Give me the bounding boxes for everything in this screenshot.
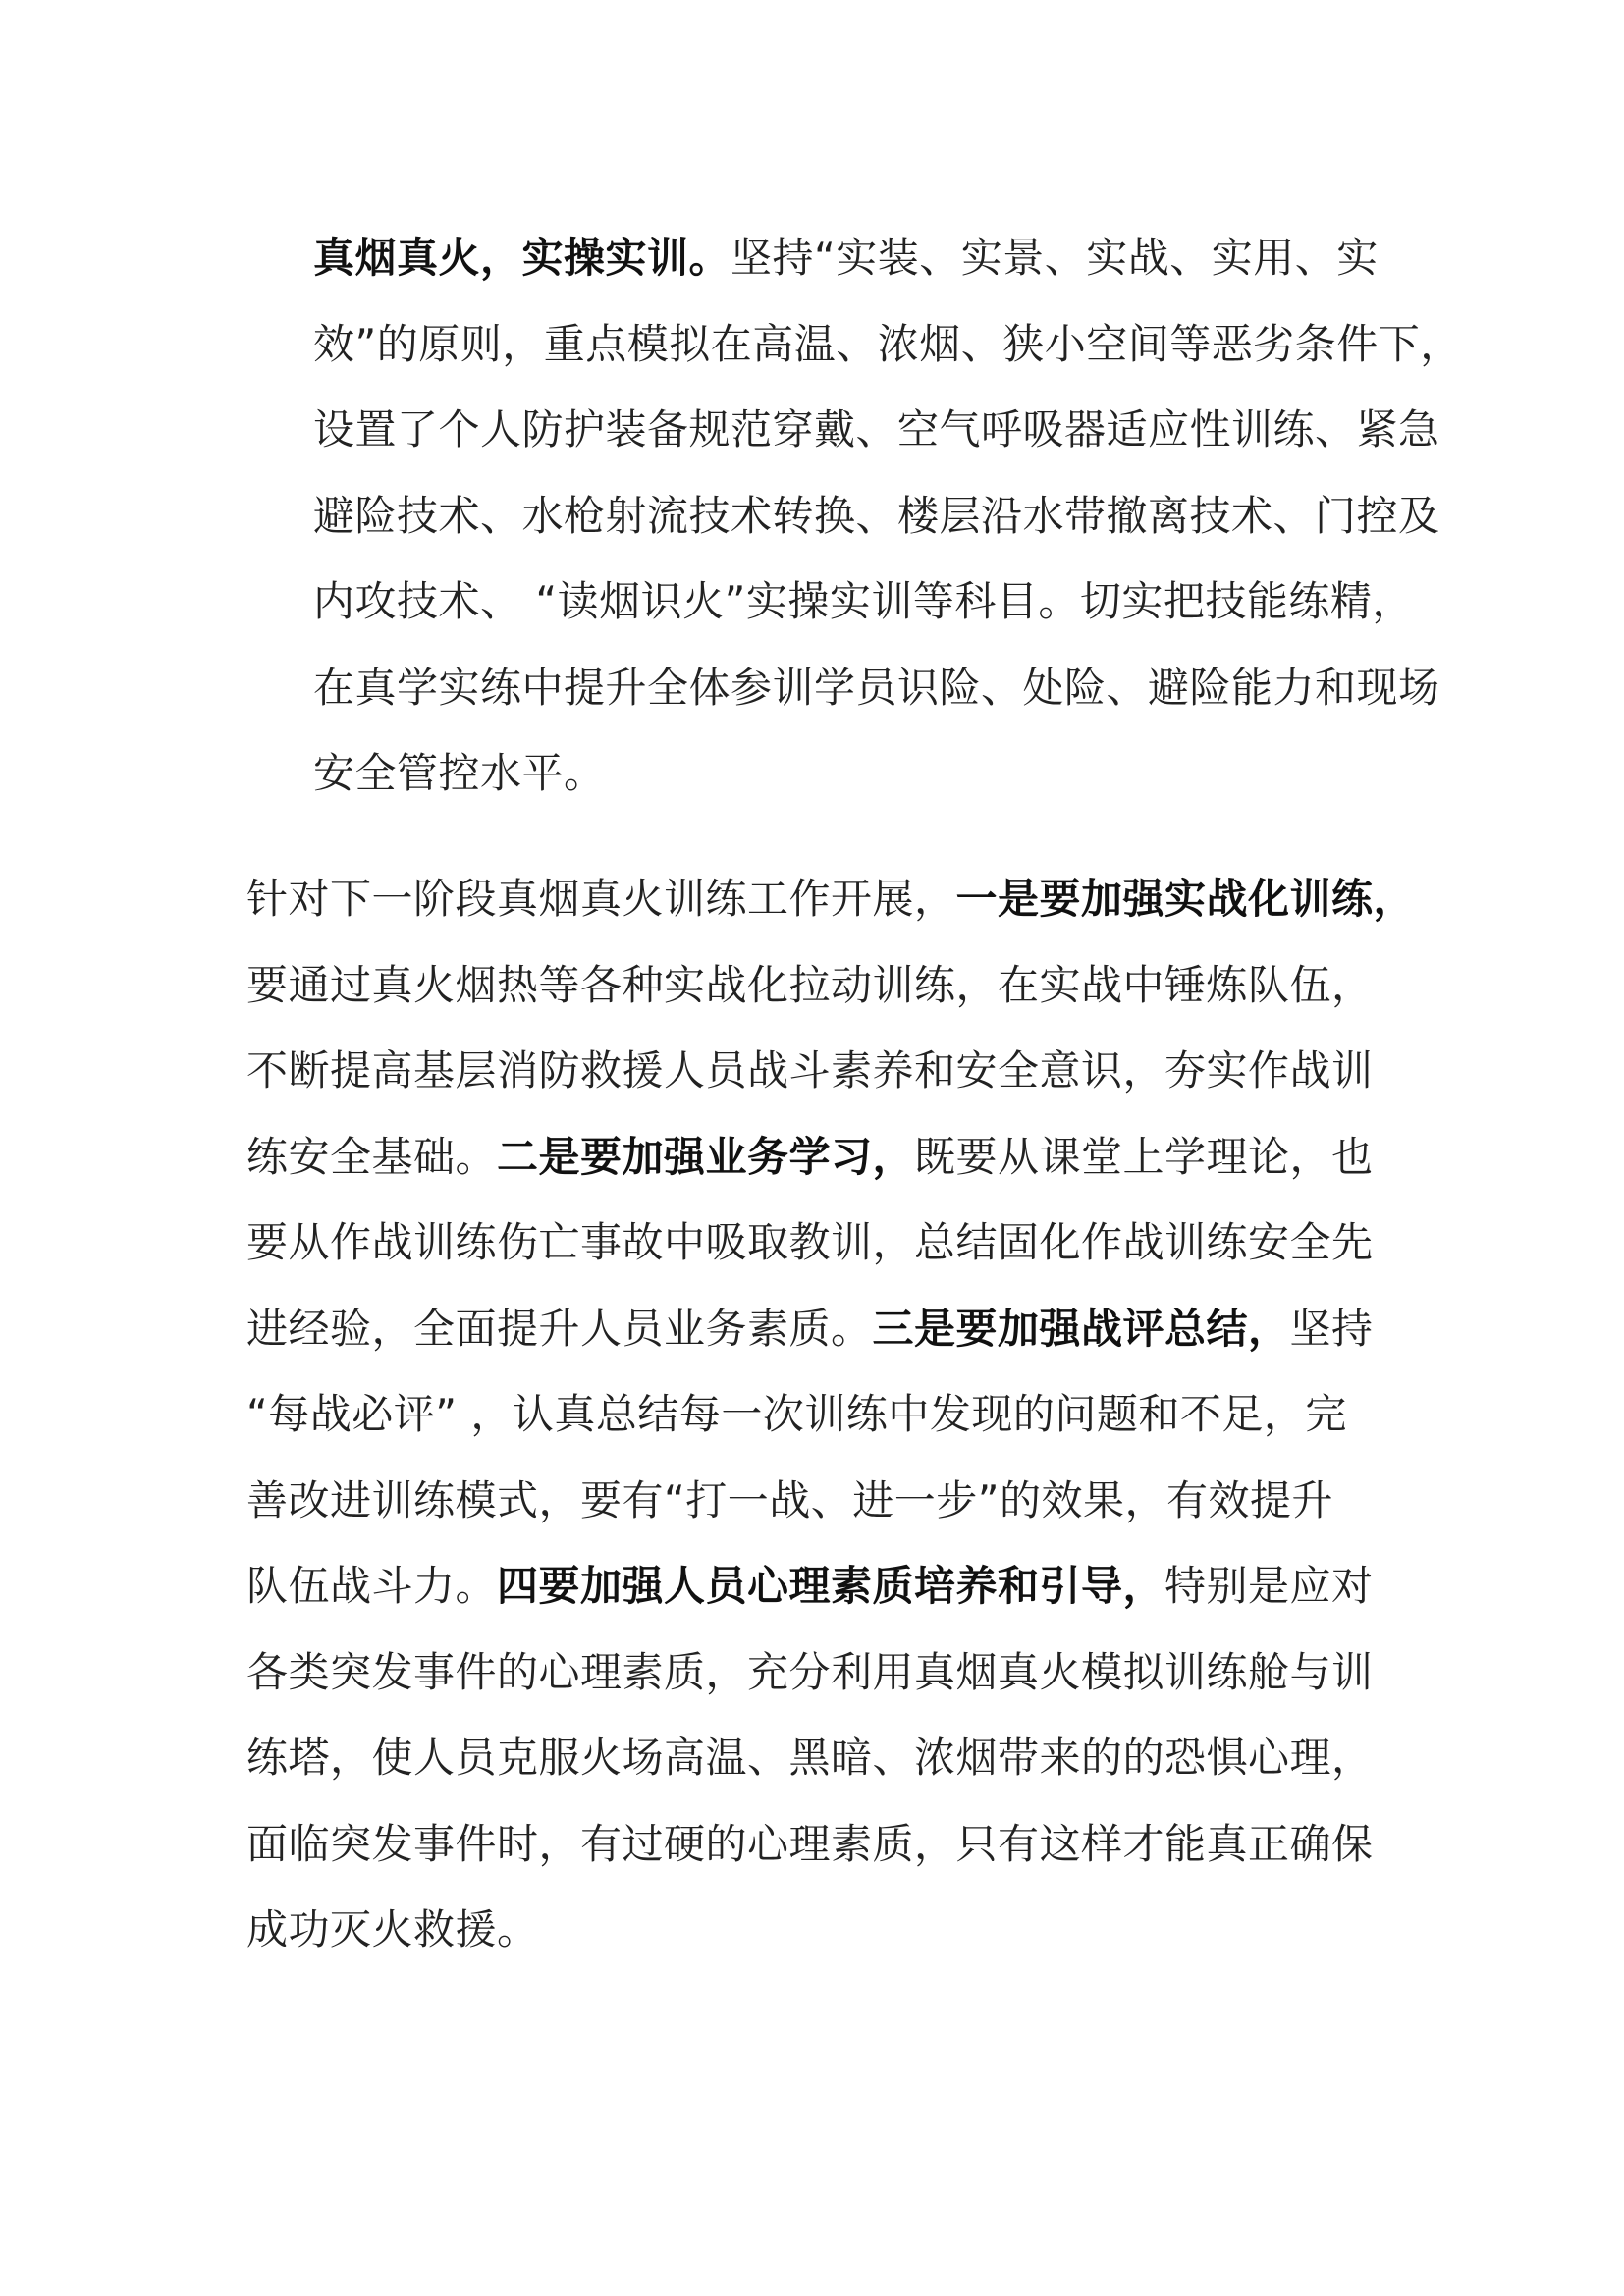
paragraph1-line5: 内攻技术、 “读烟识火”实操实训等科目。切实把技能练精， xyxy=(313,577,1414,625)
paragraph2-line10: 各类突发事件的心理素质，充分利用真烟真火模拟训练舱与训 xyxy=(246,1647,1374,1696)
paragraph2-line11: 练塔，使人员克服火场高温、黑暗、浓烟带来的的恐惧心理， xyxy=(246,1734,1374,1782)
paragraph2-line4 xyxy=(246,1114,1395,1201)
paragraph1-line7: 安全管控水平。 xyxy=(313,749,606,797)
paragraph1-lead-heading: 真烟真火，实操实训。 xyxy=(313,234,731,282)
paragraph2-line9 xyxy=(246,1543,1395,1629)
paragraph-next-stage-plan xyxy=(246,856,1416,1973)
paragraph2-line6-start: 进经验，全面提升人员业务素质。 xyxy=(246,1304,873,1353)
paragraph2-line4-start: 练安全基础。 xyxy=(246,1132,498,1181)
paragraph2-line2: 要通过真火烟热等各种实战化拉动训练，在实战中锤炼队伍， xyxy=(246,960,1374,1009)
paragraph2-line5: 要从作战训练伤亡事故中吸取教训，总结固化作战训练安全先 xyxy=(246,1218,1374,1266)
paragraph1-line2: 效”的原则，重点模拟在高温、浓烟、狭小空间等恶劣条件下， xyxy=(313,319,1462,368)
paragraph2-line8: 善改进训练模式，要有“打一战、进一步”的效果，有效提升 xyxy=(246,1475,1334,1524)
paragraph2-line9-end: 特别是应对 xyxy=(1164,1562,1374,1610)
paragraph2-line7: “每战必评” ，认真总结每一次训练中发现的问题和不足，完 xyxy=(246,1390,1347,1438)
paragraph2-line1 xyxy=(246,856,1416,942)
point-four-heading: 四要加强人员心理素质培养和引导， xyxy=(497,1562,1165,1610)
paragraph2-line13: 成功灭火救援。 xyxy=(246,1905,539,1953)
paragraph2-line6-end: 坚持 xyxy=(1289,1304,1374,1353)
paragraph2-line9-start: 队伍战斗力。 xyxy=(246,1562,498,1610)
paragraph1-line1 xyxy=(246,215,1395,301)
paragraph2-line1-text: 针对下一阶段真烟真火训练工作开展， xyxy=(246,875,956,923)
paragraph2-line12: 面临突发事件时，有过硬的心理素质，只有这样才能真正确保 xyxy=(246,1819,1374,1868)
paragraph1-line6: 在真学实练中提升全体参训学员识险、处险、避险能力和现场 xyxy=(313,663,1440,712)
paragraph2-line3: 不断提高基层消防救援人员战斗素养和安全意识，夯实作战训 xyxy=(246,1046,1374,1095)
point-two-heading: 二是要加强业务学习， xyxy=(497,1132,915,1181)
point-three-heading: 三是要加强战评总结， xyxy=(872,1304,1290,1353)
paragraph2-line6 xyxy=(246,1286,1395,1372)
paragraph2-line4-end: 既要从课堂上学理论，也 xyxy=(914,1132,1374,1181)
paragraph1-line4: 避险技术、水枪射流技术转换、楼层沿水带撤离技术、门控及 xyxy=(313,491,1440,540)
point-one-heading: 一是要加强实战化训练， xyxy=(955,875,1416,923)
paragraph1-line3: 设置了个人防护装备规范穿戴、空气呼吸器适应性训练、紧急 xyxy=(313,405,1440,454)
paragraph-training-method xyxy=(246,215,1462,817)
paragraph1-line1-text: 坚持“实装、实景、实战、实用、实 xyxy=(731,234,1379,282)
